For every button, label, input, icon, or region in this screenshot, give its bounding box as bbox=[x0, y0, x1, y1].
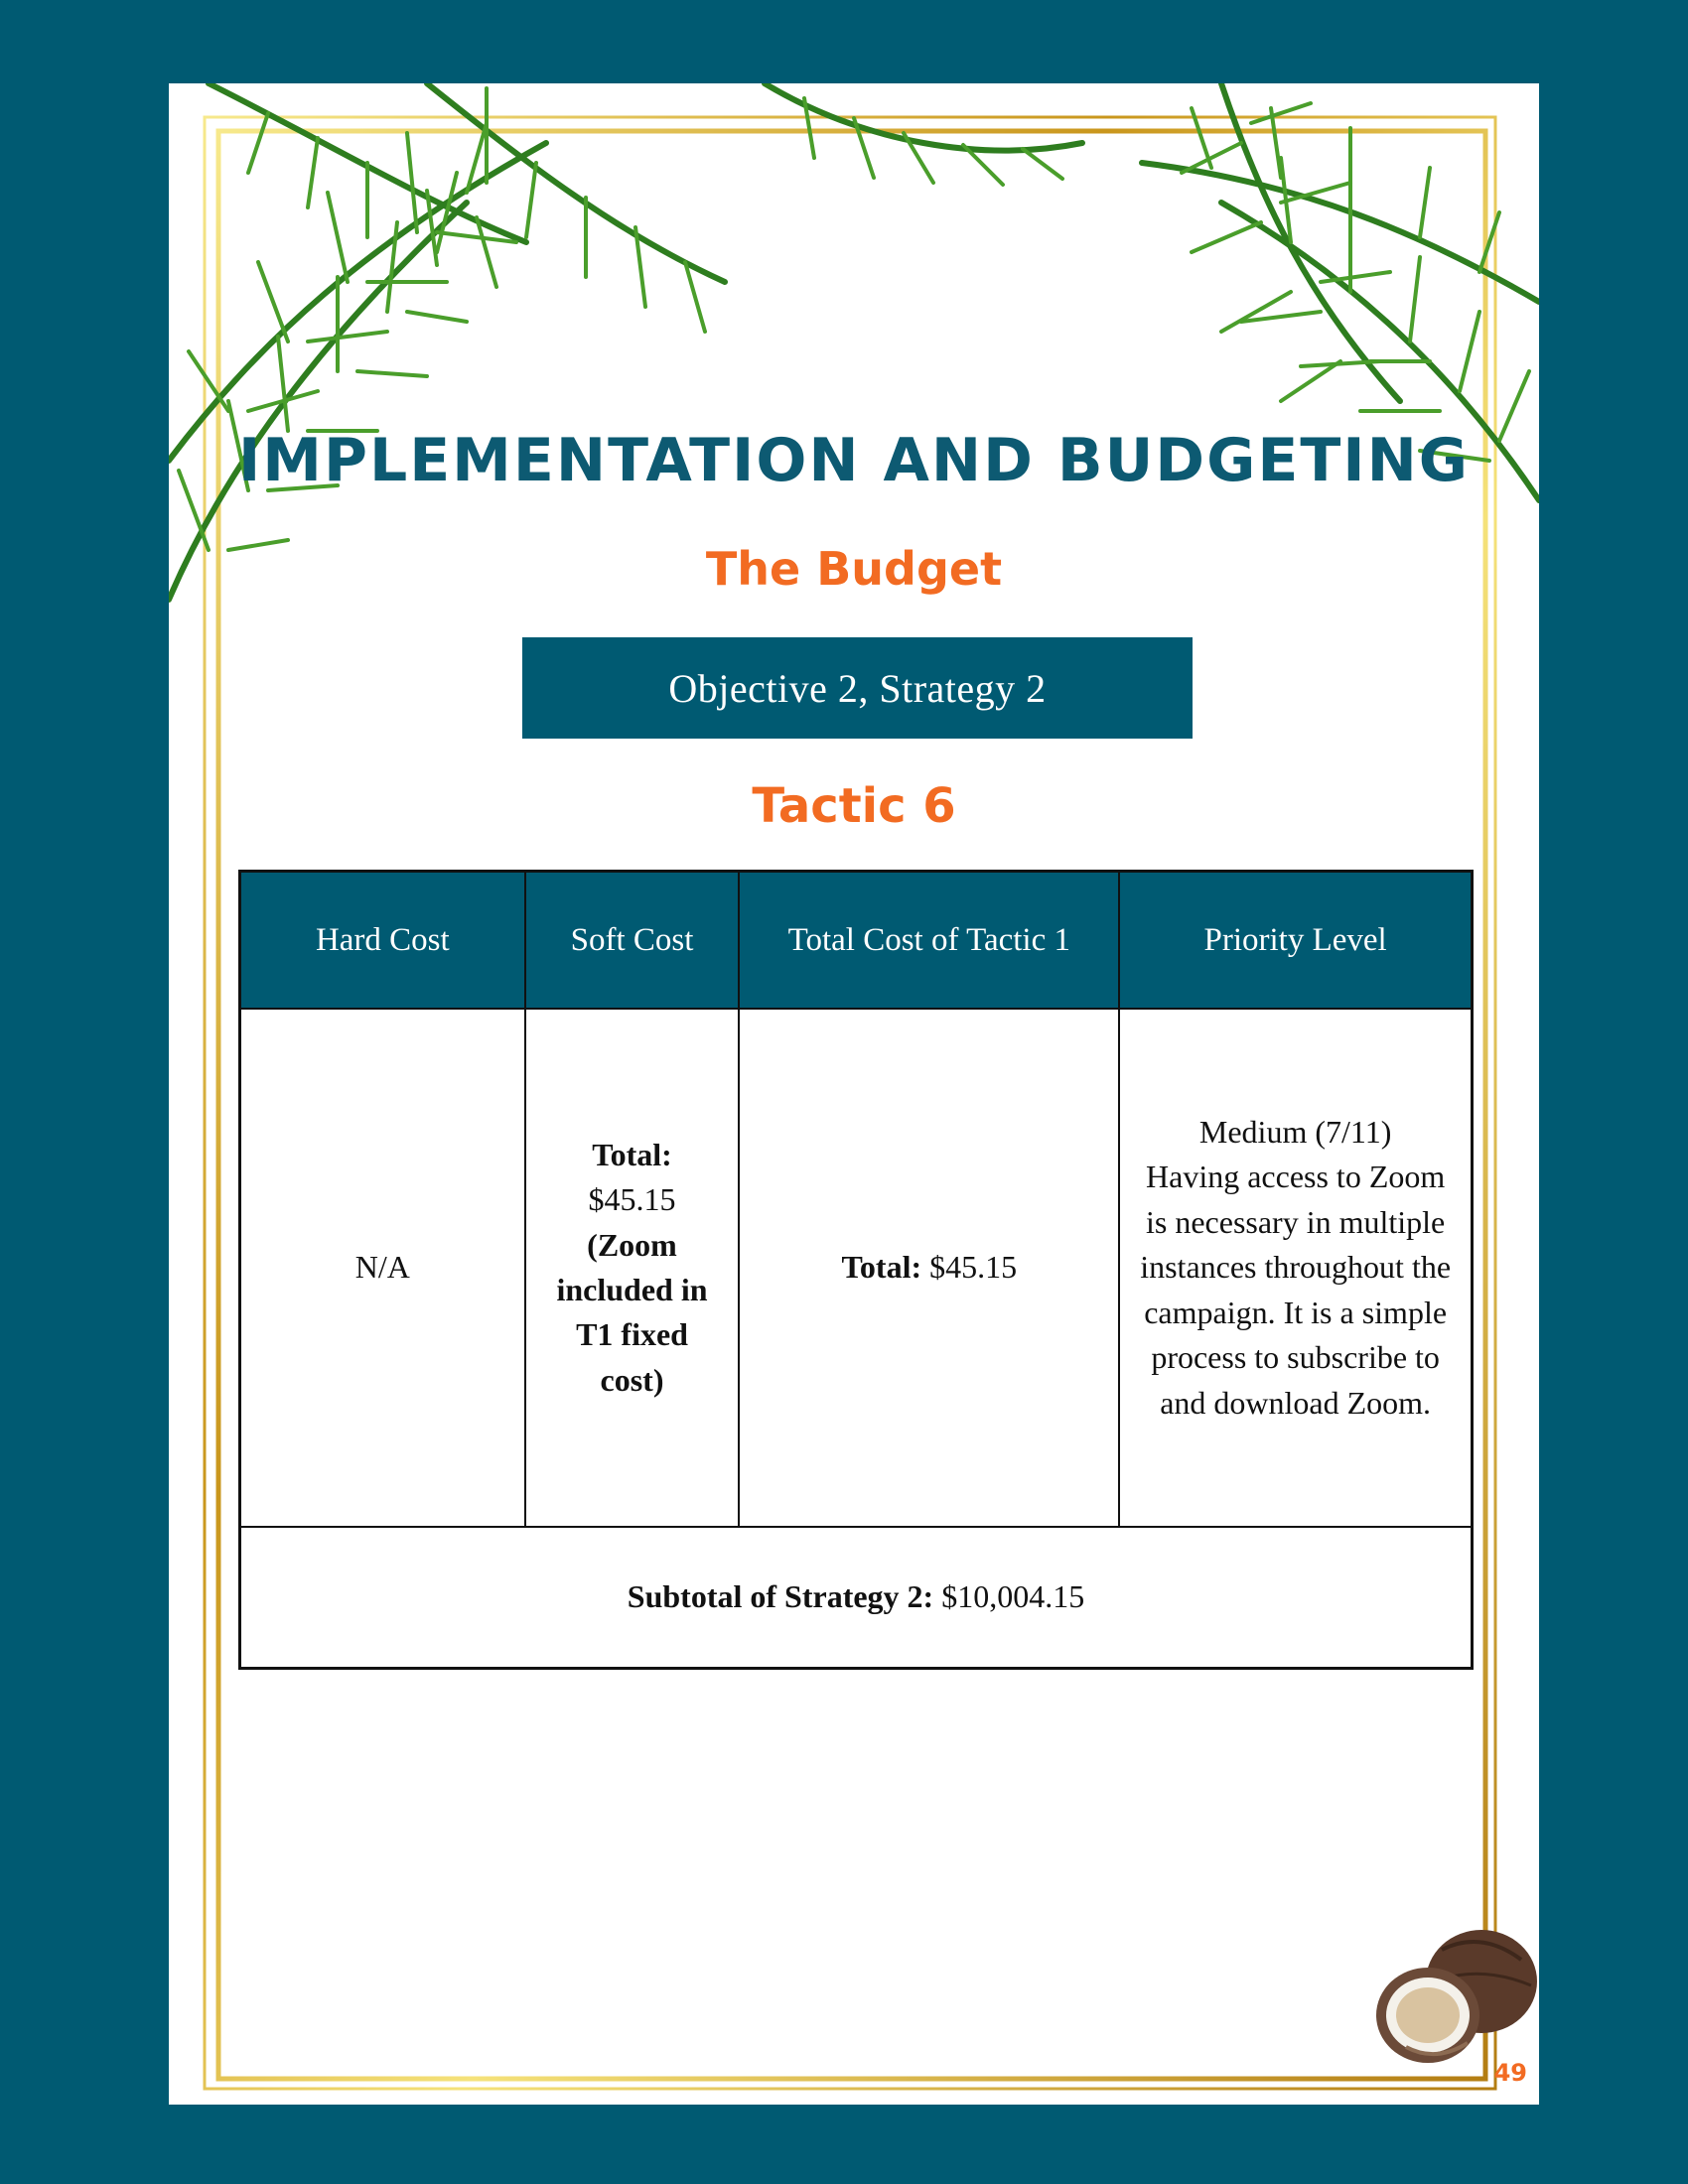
column-header-total-cost: Total Cost of Tactic 1 bbox=[739, 872, 1119, 1010]
soft-cost-note: (Zoom included in T1 fixed cost) bbox=[556, 1226, 708, 1398]
priority-level-note: Having access to Zoom is necessary in multiple instances throughout the campaign. It is a simple process to subscribe to and download Zoom. bbox=[1140, 1159, 1452, 1421]
page-number: 49 bbox=[1493, 2059, 1527, 2087]
soft-cost-cell bbox=[525, 1009, 740, 1527]
subtotal-row bbox=[240, 1527, 1473, 1669]
tactic-heading: Tactic 6 bbox=[752, 778, 956, 834]
budget-table bbox=[238, 870, 1474, 1670]
page-title: IMPLEMENTATION AND BUDGETING bbox=[237, 426, 1471, 495]
total-cost-value: $45.15 bbox=[929, 1249, 1018, 1286]
subtotal-value: $10,004.15 bbox=[941, 1578, 1085, 1615]
soft-cost-label: Total: bbox=[592, 1136, 672, 1172]
priority-level-value: Medium (7/11) bbox=[1198, 1113, 1392, 1150]
coconut-icon bbox=[1370, 1920, 1539, 2069]
column-header-hard-cost: Hard Cost bbox=[240, 872, 525, 1010]
column-header-soft-cost: Soft Cost bbox=[525, 872, 740, 1010]
page bbox=[169, 83, 1539, 2105]
table-header-row bbox=[240, 872, 1473, 1010]
hard-cost-cell: N/A bbox=[240, 1009, 525, 1527]
section-subtitle: The Budget bbox=[705, 542, 1003, 596]
total-cost-cell bbox=[739, 1009, 1119, 1527]
total-cost-label: Total: bbox=[841, 1249, 922, 1286]
table-row bbox=[240, 1009, 1473, 1527]
objective-banner bbox=[522, 637, 1193, 739]
column-header-priority-level: Priority Level bbox=[1119, 872, 1472, 1010]
subtotal-label: Subtotal of Strategy 2: bbox=[627, 1578, 934, 1615]
subtotal-cell bbox=[240, 1527, 1473, 1669]
soft-cost-value: $45.15 bbox=[588, 1181, 676, 1218]
objective-label: Objective 2, Strategy 2 bbox=[668, 665, 1047, 711]
palm-leaves-decoration bbox=[169, 83, 1539, 719]
priority-level-cell bbox=[1119, 1009, 1472, 1527]
